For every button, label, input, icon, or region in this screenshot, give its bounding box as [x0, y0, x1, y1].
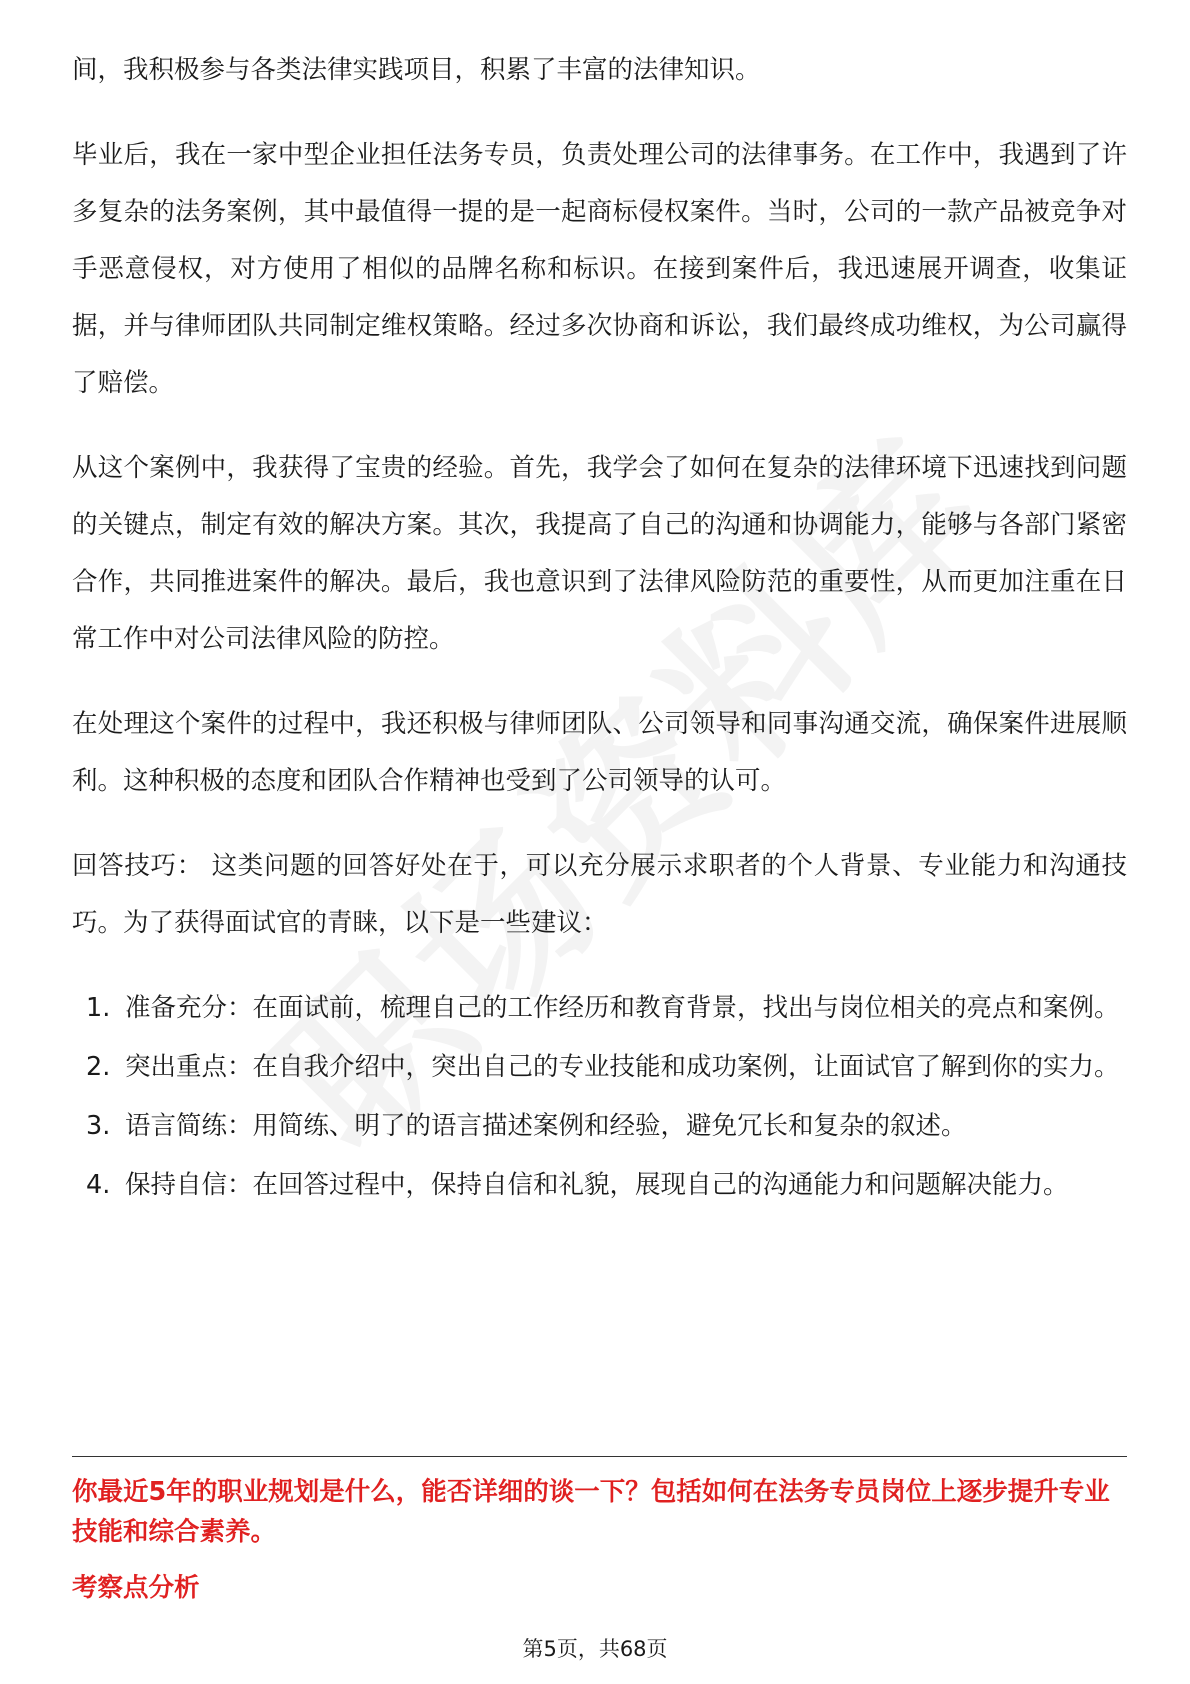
paragraph-1: 间，我积极参与各类法律实践项目，积累了丰富的法律知识。: [72, 55, 761, 85]
paragraph-3: 从这个案例中，我获得了宝贵的经验。首先，我学会了如何在复杂的法律环境下迅速找到问题的关键点，制定有效的解决方案。其次，我提高了自己的沟通和协调能力，能够与各部门紧密合作，共同推进案件的解决。最后，我也意识到了法律风险防范的重要性，从而更加注重在日常工作中对公司法律风险的防控。: [72, 453, 1127, 654]
list-item-number: 2.: [86, 1052, 111, 1082]
list-item: [72, 980, 1127, 1037]
list-item-text: 语言简练：用简练、明了的语言描述案例和经验，避免冗长和复杂的叙述。: [125, 1111, 967, 1141]
list-item-number: 1.: [86, 993, 111, 1023]
tips-list: [72, 980, 1127, 1214]
section-divider: [72, 1456, 1127, 1457]
list-item: [72, 1157, 1127, 1214]
interview-question: 你最近5年的职业规划是什么，能否详细的谈一下？包括如何在法务专员岗位上逐步提升专业技能和综合素养。: [72, 1477, 1110, 1547]
list-item: [72, 1039, 1127, 1096]
list-item-number: 3.: [86, 1111, 111, 1141]
list-item-text: 突出重点：在自我介绍中，突出自己的专业技能和成功案例，让面试官了解到你的实力。: [125, 1052, 1120, 1082]
list-item-number: 4.: [86, 1170, 111, 1200]
paragraph-2: 毕业后，我在一家中型企业担任法务专员，负责处理公司的法律事务。在工作中，我遇到了许多复杂的法务案例，其中最值得一提的是一起商标侵权案件。当时，公司的一款产品被竞争对手恶意侵权，对方使用了相似的品牌名称和标识。在接到案件后，我迅速展开调查，收集证据，并与律师团队共同制定维权策略。经过多次协商和诉讼，我们最终成功维权，为公司赢得了赔偿。: [72, 140, 1127, 398]
answer-tips-intro: 回答技巧： 这类问题的回答好处在于，可以充分展示求职者的个人背景、专业能力和沟通技巧。为了获得面试官的青睐，以下是一些建议：: [72, 851, 1127, 938]
document-body: [72, 42, 1127, 1216]
page-number: 第5页，共68页: [522, 1637, 668, 1661]
list-item: [72, 1098, 1127, 1155]
list-item-text: 保持自信：在回答过程中，保持自信和礼貌，展现自己的沟通能力和问题解决能力。: [125, 1170, 1069, 1200]
section-heading: 考察点分析: [72, 1573, 200, 1603]
list-item-text: 准备充分：在面试前，梳理自己的工作经历和教育背景，找出与岗位相关的亮点和案例。: [125, 993, 1120, 1023]
paragraph-4: 在处理这个案件的过程中，我还积极与律师团队、公司领导和同事沟通交流，确保案件进展顺利。这种积极的态度和团队合作精神也受到了公司领导的认可。: [72, 709, 1127, 796]
